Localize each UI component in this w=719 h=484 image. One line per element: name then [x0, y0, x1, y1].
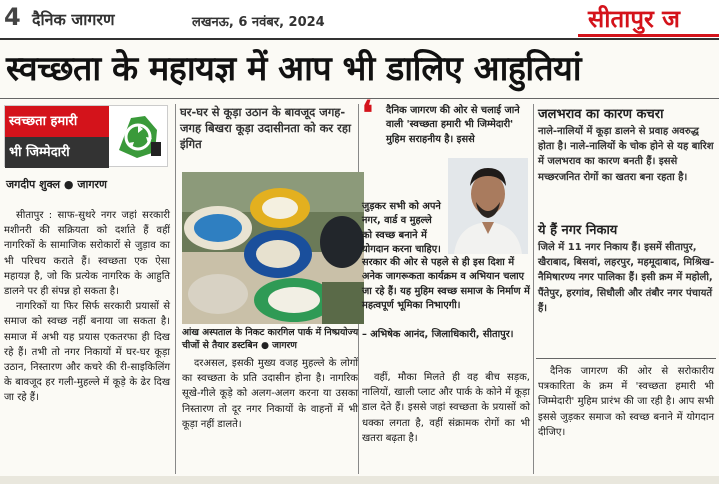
masthead	[0, 0, 719, 40]
campaign-logo-line2: भी जिम्मेदारी	[5, 137, 109, 168]
column-two-body	[182, 356, 358, 432]
dustbin-photo	[182, 172, 364, 324]
sidebar-text-waterlogging: नाले-नालियों में कूड़ा डालने से प्रवाह अवरुद्ध होता है। नाले-नालियों के चोक होने से यह बारिश में जलभराव का कारण बनती हैं। इससे मच्छरजनित रोगों का खतरा बना रहता है।	[538, 126, 714, 183]
quote-body: सरकार की ओर से पहले से ही इस दिशा में अनेक जागरूकता कार्यक्रम व अभियान चलाए जा रहे हैं। यह मुहिम स्वच्छ समाज के निर्माण में महत्वपूर्ण भूमिका निभाएगी।	[362, 257, 530, 311]
byline: जगदीप शुक्ल ● जागरण	[6, 178, 107, 191]
campaign-note-text: दैनिक जागरण की ओर से सरोकारीय पत्रकारिता के क्रम में 'स्वच्छता हमारी भी जिम्मेदारी' मुहिम प्रारंभ की जा रही है। आप सभी इससे जुड़कर समाज को स्वच्छ बनाने में योगदान दीजिए।	[538, 366, 714, 438]
sidebar-heading-waterlogging: जलभराव का कारण कचरा	[538, 107, 664, 122]
campaign-logo	[4, 105, 168, 167]
paper-name: दैनिक जागरण	[32, 10, 115, 29]
subheadline: घर-घर से कूड़ा उठान के बावजूद जगह-जगह बिखरा कूड़ा उदासीनता को कर रहा इंगित	[180, 105, 351, 151]
campaign-logo-line1: स्वच्छता हमारी	[5, 106, 109, 137]
sidebar-heading-civic-bodies: ये हैं नगर निकाय	[538, 223, 618, 238]
quote-signature: – अभिषेक आनंद, जिलाधिकारी, सीतापुर।	[362, 329, 514, 340]
edition-name: सीतापुर ज	[588, 5, 680, 33]
sidebar-text-civic-bodies: जिले में 11 नगर निकाय हैं। इसमें सीतापुर, खैराबाद, बिसवां, लहरपुर, महमूदाबाद, मिश्रिख-नैमिषारण्य नगर पालिका हैं। इसी क्रम में महोली, पैंतेपुर, हरगांव, सिधौली और तंबौर नगर पंचायतें हैं।	[538, 242, 715, 314]
column-divider	[533, 104, 534, 474]
quote-mark-icon: ❛	[362, 94, 373, 134]
main-headline: स्वच्छता के महायज्ञ में आप भी डालिए आहुतियां	[6, 49, 582, 89]
column-one-para2: नागरिकों या फिर सिर्फ सरकारी प्रयासों से समाज को स्वच्छ नहीं बनाया जा सकता है। समाज में अभी यह प्रयास एकतरफा ही दिख रहे हैं। तभी तो नगर निकायों में घर-घर कूड़ा उठान, निस्तारण और कचरे की री-साइकिलिंग के बावजूद हर गली-मुहल्ले में कूड़े के ढेर दिख जा रहे हैं।	[4, 301, 170, 404]
photo-caption: आंख अस्पताल के निकट कारगिल पार्क में निष्प्रयोज्य चीजों से तैयार डस्टबिन ● जागरण	[182, 327, 359, 351]
page-bottom-edge	[0, 476, 719, 484]
column-three-para: वहीं, मौका मिलते ही वह बीच सड़क, नालियों, खाली प्लाट और पार्क के कोने में कूड़ा डाल देते हैं। इससे जहां स्वच्छता के प्रयासों को धक्का लगता है, वहीं संक्रामक रोगों का भी खतरा बढ़ता है।	[362, 372, 530, 444]
column-divider	[175, 104, 176, 474]
page-number: 4	[4, 3, 21, 31]
column-two-para: दरअसल, इसकी मुख्य वजह मुहल्ले के लोगों का स्वच्छता के प्रति उदासीन होना है। नागरिक सूखे-गीले कूड़े को अलग-अलग करना या उसका निस्तारण तो दूर नगर निकायों के वाहनों में भी कूड़ा नहीं डालते।	[182, 358, 358, 430]
official-portrait	[448, 158, 528, 254]
dateline: लखनऊ, 6 नवंबर, 2024	[192, 15, 325, 30]
edition-underline	[578, 34, 719, 37]
column-three-body	[362, 370, 530, 446]
quote-body-left: जुड़कर सभी को अपने नगर, वार्ड व मुहल्ले को स्वच्छ बनाने में योगदान करना चाहिए।	[362, 201, 441, 255]
quote-intro: दैनिक जागरण की ओर से चलाई जाने वाली 'स्वच्छता हमारी भी जिम्मेदारी' मुहिम सराहनीय है। इससे	[386, 105, 520, 145]
column-one-para1: सीतापुर : साफ-सुथरे नगर जहां सरकारी मशीनरी की सक्रियता को दर्शाते हैं वहीं नागरिकों के सामाजिक सरोकारों से जुड़ाव का भी परिचय कराते हैं। स्वच्छता एक ऐसा महायज्ञ है, जो कि प्रत्येक नागरिक के आहुति डालने पर ही संपन्न हो सकता है।	[4, 210, 170, 298]
recycle-icon	[111, 110, 165, 164]
headline-rule	[0, 98, 719, 99]
column-one	[4, 208, 170, 406]
campaign-note	[538, 364, 714, 440]
